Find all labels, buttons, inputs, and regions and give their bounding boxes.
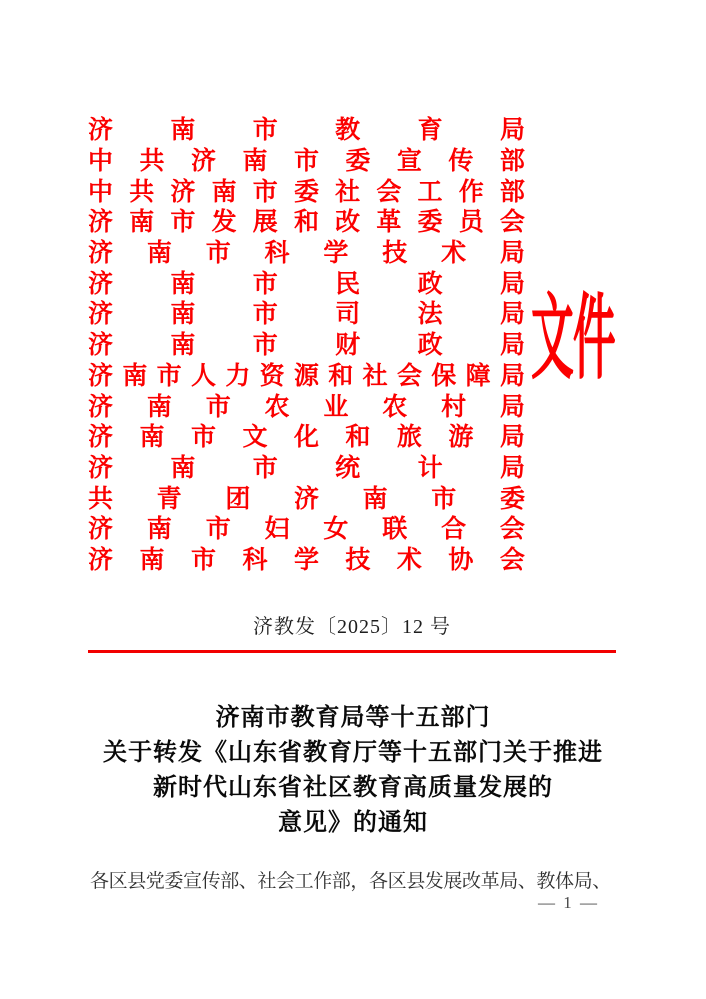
agency-line: 中 共 济 南 市 委 社 会 工 作 部 — [88, 178, 525, 206]
body-first-line: 各区县党委宣传部、社会工作部，各区县发展改革局、教体局、 — [90, 871, 611, 892]
agency-line: 济 南 市 民 政 局 — [88, 270, 525, 298]
title-line: 济南市教育局等十五部门 — [215, 705, 491, 731]
title-line: 关于转发《山东省教育厅等十五部门关于推进 — [103, 740, 603, 766]
agency-line: 济 南 市 教 育 局 — [88, 117, 525, 145]
issuing-agencies-block — [88, 113, 525, 573]
red-separator-rule — [88, 650, 616, 653]
page-number: — 1 — — [538, 893, 599, 912]
title-line: 意见》的通知 — [278, 810, 428, 836]
agency-line: 济 南 市 科 学 技 术 协 会 — [88, 546, 525, 574]
agency-line: 济 南 市 文 化 和 旅 游 局 — [88, 424, 525, 452]
title-line: 新时代山东省社区教育高质量发展的 — [153, 775, 553, 801]
agency-line: 济 南 市 财 政 局 — [88, 332, 525, 360]
doc-number: 济教发〔2025〕12 号 — [253, 616, 451, 638]
agency-line: 济 南 市 人 力 资 源 和 社 会 保 障 局 — [88, 362, 525, 390]
agency-line: 济 南 市 发 展 和 改 革 委 员 会 — [88, 209, 525, 237]
agency-line: 济 南 市 统 计 局 — [88, 454, 525, 482]
agency-line: 济 南 市 妇 女 联 合 会 — [88, 516, 525, 544]
document-title — [39, 701, 667, 841]
agency-line: 济 南 市 农 业 农 村 局 — [88, 393, 525, 421]
agency-line: 济 南 市 司 法 局 — [88, 301, 525, 329]
agency-line: 共 青 团 济 南 市 委 — [88, 485, 525, 513]
agency-line: 济 南 市 科 学 技 术 局 — [88, 240, 525, 268]
doc-label: 文件 — [531, 288, 615, 391]
agency-line: 中 共 济 南 市 委 宣 传 部 — [88, 148, 525, 176]
